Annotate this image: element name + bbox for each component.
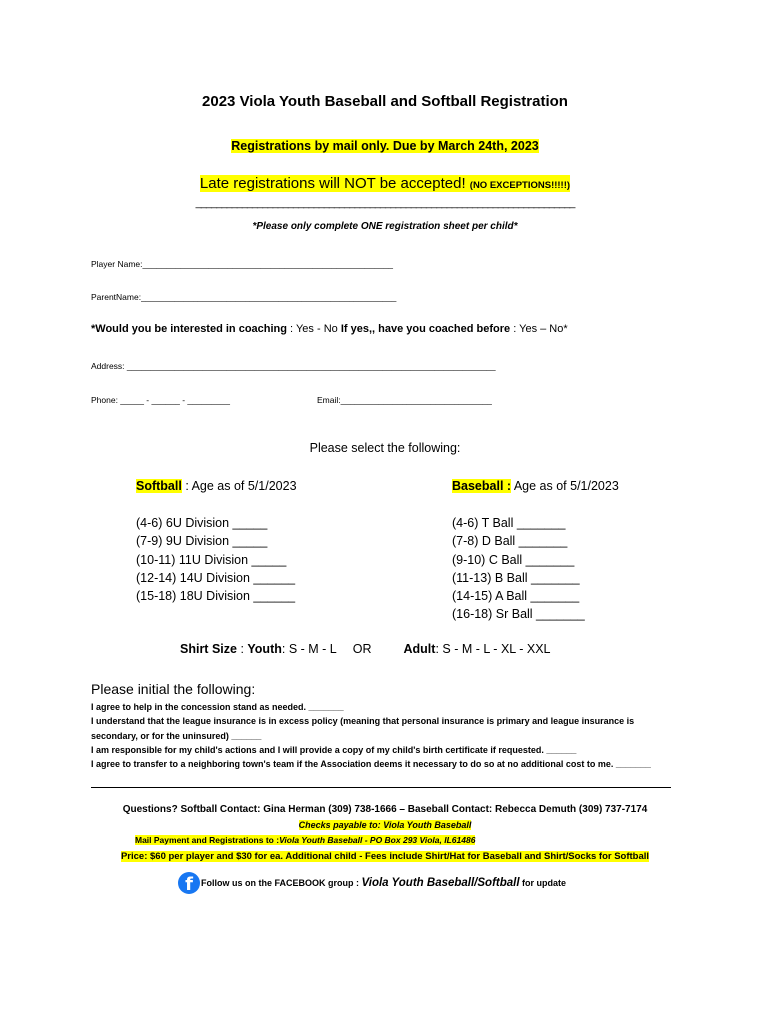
baseball-division-item[interactable]: (16-18) Sr Ball _______ — [452, 607, 585, 622]
softball-division-item[interactable]: (15-18) 18U Division ______ — [136, 589, 296, 604]
adult-sizes[interactable]: : S - M - L - XL - XXL — [435, 642, 551, 656]
softball-division-item[interactable]: (4-6) 6U Division _____ — [136, 516, 268, 530]
term-item[interactable]: I am responsible for my child's actions and I will provide a copy of my child's birth certificate if requested. ______ — [91, 744, 577, 755]
or-text: OR — [352, 642, 372, 656]
late-notice-sub: (NO EXCEPTIONS!!!!!) — [469, 180, 571, 191]
section-divider — [91, 787, 671, 788]
mail-address: Viola Youth Baseball - PO Box 293 Viola, IL61486 — [279, 835, 476, 845]
email-field[interactable]: Email:________________________________ — [317, 395, 492, 405]
checks-payable-text: Checks payable to: Viola Youth Baseball — [298, 820, 472, 830]
mail-highlight — [135, 835, 475, 845]
facebook-prefix: Follow us on the FACEBOOK group : — [201, 878, 362, 888]
coaching-a2[interactable]: : Yes – No* — [510, 323, 568, 335]
coaching-q1: *Would you be interested in coaching — [91, 323, 287, 335]
coaching-q2: If yes,, have you coached before — [340, 323, 511, 335]
mail-prefix: Mail Payment and Registrations to : — [135, 835, 280, 845]
late-notice-main: Late registrations will NOT be accepted! — [199, 175, 466, 192]
baseball-division-item[interactable]: (9-10) C Ball _______ — [452, 552, 575, 567]
baseball-division-item[interactable]: (11-13) B Ball _______ — [452, 570, 580, 585]
softball-division-list — [136, 514, 295, 605]
softball-division-item[interactable]: (10-11) 11U Division _____ — [136, 552, 287, 567]
contacts-line: Questions? Softball Contact: Gina Herman (309) 738-1666 – Baseball Contact: Rebecca Demuth (309) 737-7174 — [122, 804, 648, 815]
divider-line: __________________________________________________________________________ — [195, 197, 575, 209]
baseball-division-item[interactable]: (14-15) A Ball _______ — [452, 589, 580, 604]
softball-age-note: : Age as of 5/1/2023 — [181, 479, 297, 493]
due-notice-text: Registrations by mail only. Due by March 24th, 2023 — [231, 139, 539, 153]
term-item[interactable]: I agree to help in the concession stand as needed. _______ — [91, 702, 344, 712]
select-prompt: Please select the following: — [309, 441, 461, 455]
price-text: Price: $60 per player and $30 for ea. Additional child - Fees include Shirt/Hat for Baseball and Shirt/Socks for Softball — [120, 851, 650, 862]
softball-division-item[interactable]: (7-9) 9U Division _____ — [136, 534, 268, 549]
youth-sizes[interactable]: : S - M - L — [281, 642, 337, 656]
softball-label: Softball — [136, 479, 182, 493]
softball-heading — [136, 477, 297, 495]
term-item[interactable]: I agree to transfer to a neighboring town's team if the Association deems it necessary to do so at no additional cost to me. _______ — [91, 759, 651, 770]
shirt-sep: : — [236, 642, 248, 656]
facebook-line — [178, 872, 566, 894]
baseball-age-note: Age as of 5/1/2023 — [511, 479, 619, 493]
due-notice — [0, 139, 770, 153]
baseball-heading — [452, 477, 619, 495]
price-line — [0, 851, 770, 862]
late-notice-highlight — [200, 175, 570, 192]
phone-field[interactable]: Phone: _____ - ______ - _________ — [91, 395, 230, 405]
baseball-label: Baseball : — [452, 479, 512, 493]
term-item[interactable]: I understand that the league insurance is in excess policy (meaning that personal insurance is primary and league insurance is secondary, or for the uninsured) ______ — [91, 716, 635, 741]
coaching-a1[interactable]: : Yes - No — [287, 323, 341, 335]
shirt-size-label: Shirt Size — [180, 642, 237, 656]
mail-line — [135, 835, 475, 845]
player-name-field[interactable]: Player Name:_____________________________________________________ — [91, 259, 394, 269]
baseball-division-list — [452, 514, 585, 624]
late-notice — [0, 175, 770, 192]
adult-label: Adult — [403, 642, 436, 656]
facebook-group[interactable]: Viola Youth Baseball/Softball — [361, 877, 520, 889]
checks-payable — [0, 820, 770, 830]
one-sheet-note: *Please only complete ONE registration sheet per child* — [252, 221, 518, 232]
terms-list — [91, 700, 671, 771]
parent-name-field[interactable]: ParentName:______________________________________________________ — [91, 292, 397, 302]
address-field[interactable]: Address: ______________________________________________________________________________ — [91, 361, 496, 371]
initial-prompt: Please initial the following: — [91, 681, 256, 697]
softball-division-item[interactable]: (12-14) 14U Division ______ — [136, 570, 296, 585]
facebook-icon[interactable]: f — [178, 872, 200, 894]
facebook-suffix: for update — [519, 878, 567, 888]
page-title: 2023 Viola Youth Baseball and Softball Registration — [202, 93, 568, 110]
shirt-size-line — [180, 642, 551, 656]
baseball-division-item[interactable]: (4-6) T Ball _______ — [452, 516, 566, 530]
baseball-division-item[interactable]: (7-8) D Ball _______ — [452, 534, 568, 549]
coaching-question — [91, 323, 568, 335]
youth-label: Youth — [247, 642, 282, 656]
